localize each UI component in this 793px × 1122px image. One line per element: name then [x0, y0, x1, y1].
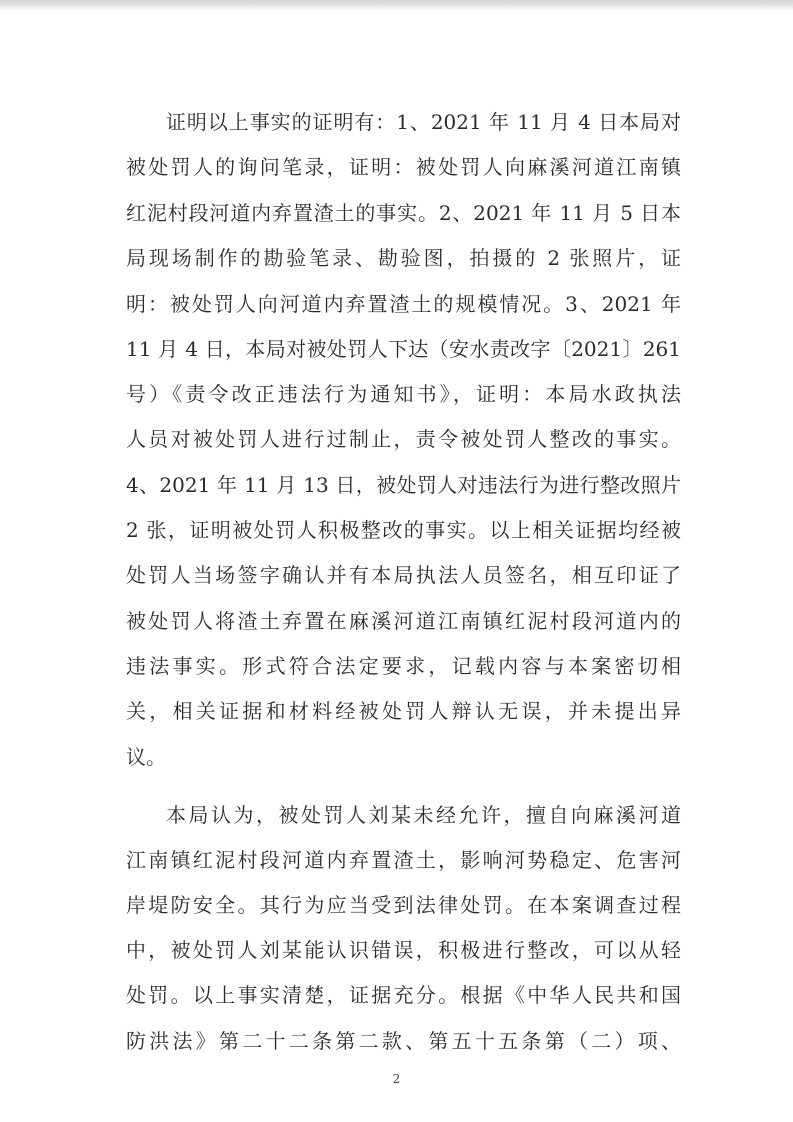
- paragraph-1-line-11: 处罚人当场签字确认并有本局执法人员签名，相互印证了: [126, 563, 681, 587]
- paragraph-1-line-14: 关，相关证据和材料经被处罚人辩认无误，并未提出异: [126, 699, 681, 723]
- paragraph-1-line-7: 号）《责令改正违法行为通知书》，证明：本局水政执法: [126, 382, 681, 406]
- paragraph-1-line-12: 被处罚人将渣土弃置在麻溪河道江南镇红泥村段河道内的: [126, 609, 681, 633]
- paragraph-1-line-10: 2 张，证明被处罚人积极整改的事实。以上相关证据均经被: [126, 518, 681, 542]
- paragraph-1-line-6: 11 月 4 日，本局对被处罚人下达（安水责改字〔2021〕261: [126, 337, 681, 361]
- paragraph-1-line-1: 证明以上事实的证明有：1、2021 年 11 月 4 日本局对: [166, 110, 681, 134]
- paragraph-2-line-2: 江南镇红泥村段河道内弃置渣土，影响河势稳定、危害河: [126, 848, 681, 872]
- paragraph-1-line-13: 违法事实。形式符合法定要求，记载内容与本案密切相: [126, 654, 681, 678]
- paragraph-1-line-8: 人员对被处罚人进行过制止，责令被处罚人整改的事实。: [126, 427, 681, 451]
- paragraph-1-line-2: 被处罚人的询问笔录，证明：被处罚人向麻溪河道江南镇: [126, 155, 681, 179]
- paragraph-2-line-6: 防洪法》第二十二条第二款、第五十五条第（二）项、: [126, 1029, 681, 1053]
- paragraph-1-line-5: 明：被处罚人向河道内弃置渣土的规模情况。3、2021 年: [126, 292, 681, 316]
- page-number: 2: [392, 1072, 401, 1086]
- paragraph-1-line-15: 议。: [126, 745, 166, 769]
- paragraph-2-line-5: 处罚。以上事实清楚，证据充分。根据《中华人民共和国: [126, 983, 681, 1007]
- paragraph-2-line-3: 岸堤防安全。其行为应当受到法律处罚。在本案调查过程: [126, 893, 681, 917]
- paragraph-2-line-1: 本局认为，被处罚人刘某未经允许，擅自向麻溪河道: [166, 803, 681, 827]
- paragraph-1-line-4: 局现场制作的勘验笔录、勘验图，拍摄的 2 张照片，证: [126, 246, 681, 270]
- paragraph-1-line-3: 红泥村段河道内弃置渣土的事实。2、2021 年 11 月 5 日本: [126, 201, 681, 225]
- paragraph-2-line-4: 中，被处罚人刘某能认识错误，积极进行整改，可以从轻: [126, 938, 681, 962]
- scan-shadow: [0, 0, 793, 10]
- paragraph-1-line-9: 4、2021 年 11 月 13 日，被处罚人对违法行为进行整改照片: [126, 473, 681, 497]
